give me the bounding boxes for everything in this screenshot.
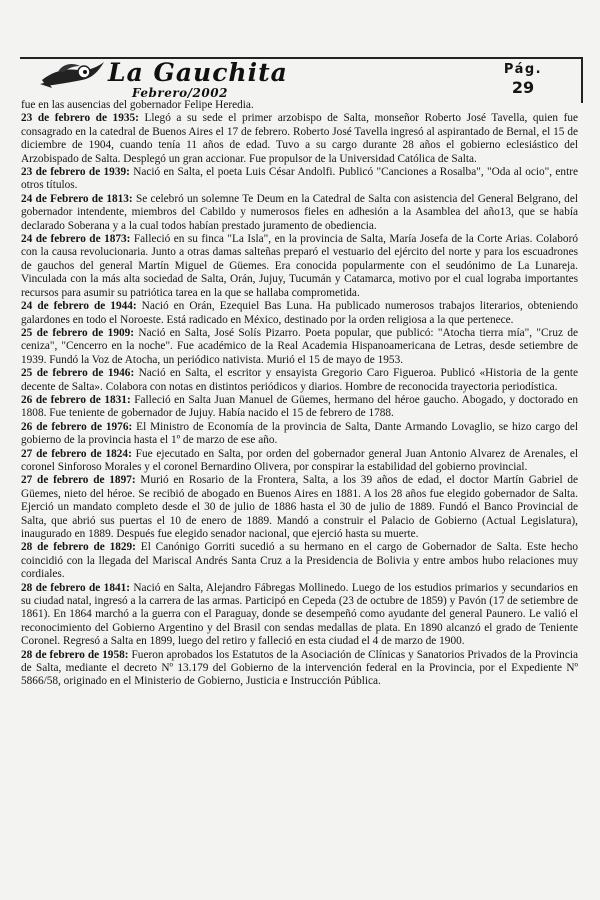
intro-line: fue en las ausencias del gobernador Felipe Heredia. xyxy=(21,99,254,111)
entry-date: 28 de febrero de 1829: xyxy=(21,541,136,554)
entry-text: Falleció en Salta Juan Manuel de Güemes, hermano del héroe gaucho. Abogado, y doctorado en 1808. Fue teniente de gobernador de Jujuy. Había nacido el 15 de febrero de 1788. xyxy=(21,393,578,420)
entry-date: 27 de febrero de 1897: xyxy=(21,474,136,487)
page-number: 29 xyxy=(511,78,535,97)
publication-title: La Gauchita xyxy=(108,58,288,87)
entry-10 xyxy=(21,474,578,541)
entry-12 xyxy=(21,582,578,649)
entry-date: 24 de febrero de 1944: xyxy=(21,300,137,313)
entry-date: 23 de febrero de 1935: xyxy=(21,112,139,125)
entry-text: Falleció en su finca "La Isla", en la provincia de Salta, María Josefa de la Corte Arias. Colaboró con la causa revolucionaria. Junto a otras damas salteñas preparó el vestuario del ejército del norte y para los escuadrones de gauchos del general Martín Miguel de Güemes. Era conocida popularmente con el seudónimo de La Lunareja. Vinculada con la más alta sociedad de Salta, Orán, Jujuy, Tucumán y Catamarca, motivo por el cual lograba importantes recursos para asumir su patriótica tarea en la que se hallaba comprometida. xyxy=(21,233,578,299)
entry-9 xyxy=(21,448,578,475)
entry-3 xyxy=(21,233,578,300)
entry-5 xyxy=(21,327,578,367)
entry-0 xyxy=(21,112,578,166)
entry-6 xyxy=(21,367,578,394)
gauchita-bird-logo xyxy=(38,58,108,92)
entry-text: Llegó a su sede el primer arzobispo de Salta, monseñor Roberto José Tavella, quien fue consagrado en la catedral de Buenos Aires el 17 de febrero. Roberto José Tavella ingresó al aspirantado de Bernal, el 15 de diciembre de 1904, cuando tenía 11 años de edad. Tuvo a su cargo durante 28 años el gobierno eclesiástico del Arzobispado de Salta. Desplegó un gran accionar. Fue propulsor de la Universidad Católica de Salta. xyxy=(21,112,579,165)
entry-text: Nació en Salta, José Solís Pizarro. Poeta popular, que publicó: "Atocha tierra mía", "Cruz de ceniza", "Cencerro en la noche". Fue académico de la Real Academia Hispanoamericana de Letras, desde setiembre de 1939. Fundó la Voz de Atocha, un periódico nativista. Murió el 15 de mayo de 1953. xyxy=(21,326,579,366)
entry-date: 26 de febrero de 1831: xyxy=(21,393,131,406)
entry-text: Fueron aprobados los Estatutos de la Asociación de Clínicas y Sanatorios Privados de la Provincia de Salta, mediante el decreto Nº 13.179 del Gobierno de la intervención federal en la Provincia, por el Expediente Nº 5866/58, originado en el Ministerio de Gobierno, Justicia e Instrucción Pública. xyxy=(21,648,578,688)
entry-8 xyxy=(21,421,578,448)
entry-1 xyxy=(21,166,578,193)
entry-11 xyxy=(21,541,578,581)
entry-date: 23 de febrero de 1939: xyxy=(21,166,130,179)
entry-text: Murió en Rosario de la Frontera, Salta, a los 39 años de edad, el doctor Martín Gabriel de Güemes, nieto del héroe. Se recibió de abogado en Buenos Aires en 1881. A los 28 años fue elegido gobernador de Salta. Ejerció un mandato completo desde el 30 de julio de 1886 hasta el 30 de julio de 1889. Fundó el Banco Provincial de Salta, que abrió sus puertas el 10 de enero de 1889. Mandó a construir el Palacio de Gobierno (Actual Legislatura), inaugurado en 1889. Después fue elegido senador nacional, que ejerció hasta su muerte. xyxy=(21,474,579,540)
entry-text: El Ministro de Economía de la provincia de Salta, Dante Armando Lovaglio, se hizo cargo del gobierno de la provincia hasta el 1º de marzo de ese año. xyxy=(21,420,579,447)
entry-text: Nació en Salta, el escritor y ensayista Gregorio Caro Figueroa. Publicó «Historia de la gente decente de Salta». Colabora con notas en distintos periódicos y diarios. Hombre de reconocida trayectoria periodística. xyxy=(21,367,578,393)
entry-text: Nació en Salta, el poeta Luis César Andolfi. Publicó "Canciones a Rosalba", "Oda al ocio", entre otros títulos. xyxy=(21,166,578,192)
entry-text: Fue ejecutado en Salta, por orden del gobernador general Juan Antonio Alvarez de Arenales, el coronel Sinforoso Morales y el coronel Bernardino Olivera, por conspirar la estabilidad del gobierno provincial. xyxy=(21,447,578,473)
entry-date: 26 de febrero de 1976: xyxy=(21,420,133,433)
entry-13 xyxy=(21,649,578,689)
entry-date: 25 de febrero de 1946: xyxy=(21,367,135,380)
article-body xyxy=(21,99,578,689)
page-label: Pág. xyxy=(503,62,543,77)
entry-date: 28 de febrero de 1958: xyxy=(21,648,129,661)
entry-date: 24 de Febrero de 1813: xyxy=(21,192,133,205)
entry-date: 27 de febrero de 1824: xyxy=(21,447,132,460)
entry-date: 25 de febrero de 1909: xyxy=(21,326,135,339)
entry-text: Nació en Salta, Alejandro Fábregas Mollinedo. Luego de los estudios primarios y secundarios en su ciudad natal, ingresó a la carrera de las armas. Participó en Cepeda (23 de octubre de 1859) y Pavón (17 de setiembre de 1861). En 1864 marchó a la guerra con el Paraguay, donde se desempeñó como ayudante del general Paunero. Le valió el reconocimiento del Gobierno Argentino y del Brasil con sendas medallas de plata. En 1890 alcanzó el grado de Teniente Coronel. Regresó a Salta en 1899, luego del retiro y falleció en esta ciudad el 4 de marzo de 1900. xyxy=(21,581,578,648)
entry-7 xyxy=(21,394,578,421)
entry-text: El Canónigo Gorriti sucedió a su hermano en el cargo de Gobernador de Salta. Este hecho coincidió con la llegada del Mariscal Andrés Santa Cruz a la Presidencia de Bolivia y entre ambos hubo relaciones muy cordiales. xyxy=(21,541,578,581)
entry-2 xyxy=(21,193,578,233)
issue-date: Febrero/2002 xyxy=(132,86,228,100)
entry-date: 24 de febrero de 1873: xyxy=(21,233,131,246)
entry-text: Nació en Orán, Ezequiel Bas Luna. Ha publicado numerosos trabajos literarios, obteniendo galardones en todo el Noroeste. Está radicado en México, destinado por la orden religiosa a la que pertenece. xyxy=(21,300,578,326)
entry-date: 28 de febrero de 1841: xyxy=(21,581,131,594)
entry-4 xyxy=(21,300,578,327)
entry-text: Se celebró un solemne Te Deum en la Catedral de Salta con asistencia del General Belgrano, del gobernador intendente, miembros del Cabildo y numerosos fieles en adhesión a la Asamblea del año13, que se había declarado Soberana y a la cual todos habían prestado juramento de obediencia. xyxy=(21,192,578,232)
